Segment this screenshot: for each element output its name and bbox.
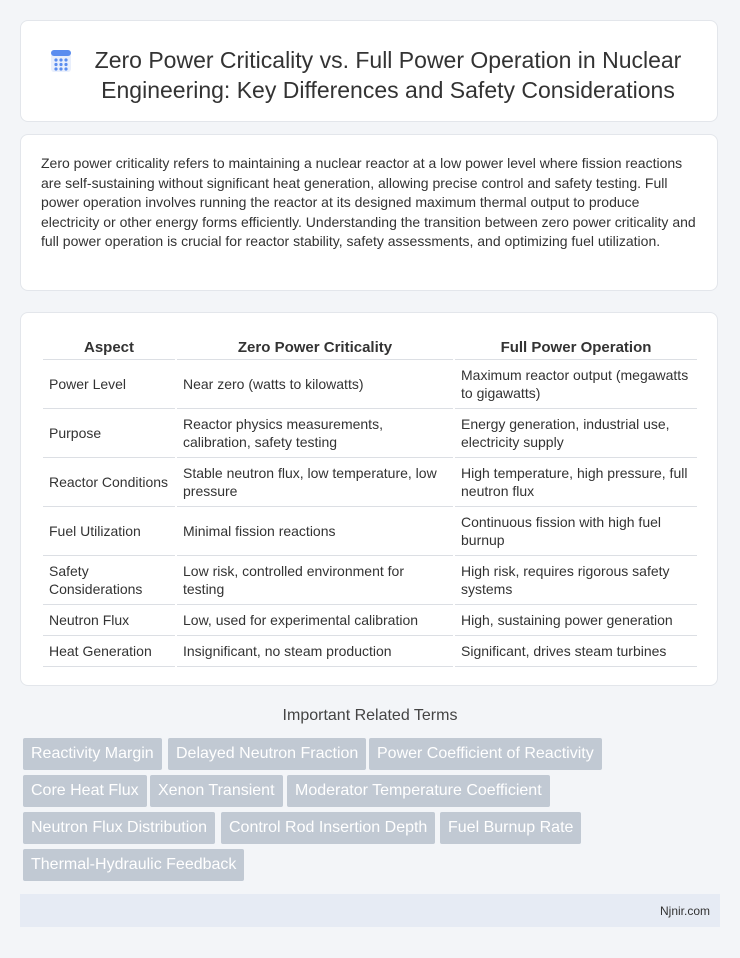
intro-paragraph: Zero power criticality refers to maintaining a nuclear reactor at a low power level where fission reactions are self-sustaining without significant heat generation, allowing precise control and safety testing. Full power operation involves running the reactor at its designed maximum thermal output to produce electricity or other energy forms efficiently. Understanding the transition between zero power criticality and full power operation is crucial for reactor stability, safety assessments, and optimizing fuel utilization.: [41, 155, 696, 250]
calculator-grid-icon: [49, 49, 73, 73]
title-wrap: [49, 45, 697, 105]
page-title: Zero Power Criticality vs. Full Power Operation in Nuclear Engineering: Key Differences and Safety Considerations: [94, 47, 682, 103]
cell-zero-power: Minimal fission reactions: [177, 507, 453, 556]
cell-aspect: Power Level: [43, 360, 175, 409]
cell-aspect: Reactor Conditions: [43, 458, 175, 507]
cell-aspect: Purpose: [43, 409, 175, 458]
cell-aspect: Neutron Flux: [43, 605, 175, 636]
cell-zero-power: Stable neutron flux, low temperature, low pressure: [177, 458, 453, 507]
table-row: [43, 507, 697, 556]
table-header-row: [43, 333, 697, 360]
comparison-card: [20, 312, 718, 686]
table-row: [43, 458, 697, 507]
cell-zero-power: Low, used for experimental calibration: [177, 605, 453, 636]
footer-site-link[interactable]: Njnir.com: [659, 904, 710, 918]
cell-full-power: High temperature, high pressure, full neutron flux: [455, 458, 697, 507]
tag-xenon-transient[interactable]: Xenon Transient: [150, 775, 283, 807]
tag-fuel-burnup-rate[interactable]: Fuel Burnup Rate: [440, 812, 581, 844]
intro-card: [20, 134, 718, 291]
cell-zero-power: Low risk, controlled environment for testing: [177, 556, 453, 605]
cell-zero-power: Near zero (watts to kilowatts): [177, 360, 453, 409]
table-row: [43, 605, 697, 636]
tag-power-coefficient-of-reactivity[interactable]: Power Coefficient of Reactivity: [369, 738, 602, 770]
header-zero-power: Zero Power Criticality: [177, 333, 453, 360]
table-row: [43, 409, 697, 458]
cell-aspect: Safety Considerations: [43, 556, 175, 605]
cell-aspect: Heat Generation: [43, 636, 175, 667]
tag-reactivity-margin[interactable]: Reactivity Margin: [23, 738, 162, 770]
tag-thermal-hydraulic-feedback[interactable]: Thermal-Hydraulic Feedback: [23, 849, 244, 881]
title-card: [20, 20, 718, 122]
table-row: [43, 360, 697, 409]
tag-neutron-flux-distribution[interactable]: Neutron Flux Distribution: [23, 812, 215, 844]
tag-control-rod-insertion-depth[interactable]: Control Rod Insertion Depth: [221, 812, 435, 844]
cell-full-power: Continuous fission with high fuel burnup: [455, 507, 697, 556]
table-row: [43, 556, 697, 605]
header-full-power: Full Power Operation: [455, 333, 697, 360]
related-terms-heading: Important Related Terms: [282, 707, 458, 724]
table-row: [43, 636, 697, 667]
cell-aspect: Fuel Utilization: [43, 507, 175, 556]
header-aspect: Aspect: [43, 333, 175, 360]
cell-full-power: High, sustaining power generation: [455, 605, 697, 636]
cell-zero-power: Insignificant, no steam production: [177, 636, 453, 667]
cell-zero-power: Reactor physics measurements, calibration, safety testing: [177, 409, 453, 458]
footer-bar: [20, 894, 720, 927]
tag-moderator-temperature-coefficient[interactable]: Moderator Temperature Coefficient: [287, 775, 550, 807]
cell-full-power: Significant, drives steam turbines: [455, 636, 697, 667]
cell-full-power: High risk, requires rigorous safety systems: [455, 556, 697, 605]
tag-delayed-neutron-fraction[interactable]: Delayed Neutron Fraction: [168, 738, 366, 770]
cell-full-power: Energy generation, industrial use, electricity supply: [455, 409, 697, 458]
comparison-table: [41, 333, 699, 667]
cell-full-power: Maximum reactor output (megawatts to gigawatts): [455, 360, 697, 409]
tag-core-heat-flux[interactable]: Core Heat Flux: [23, 775, 147, 807]
